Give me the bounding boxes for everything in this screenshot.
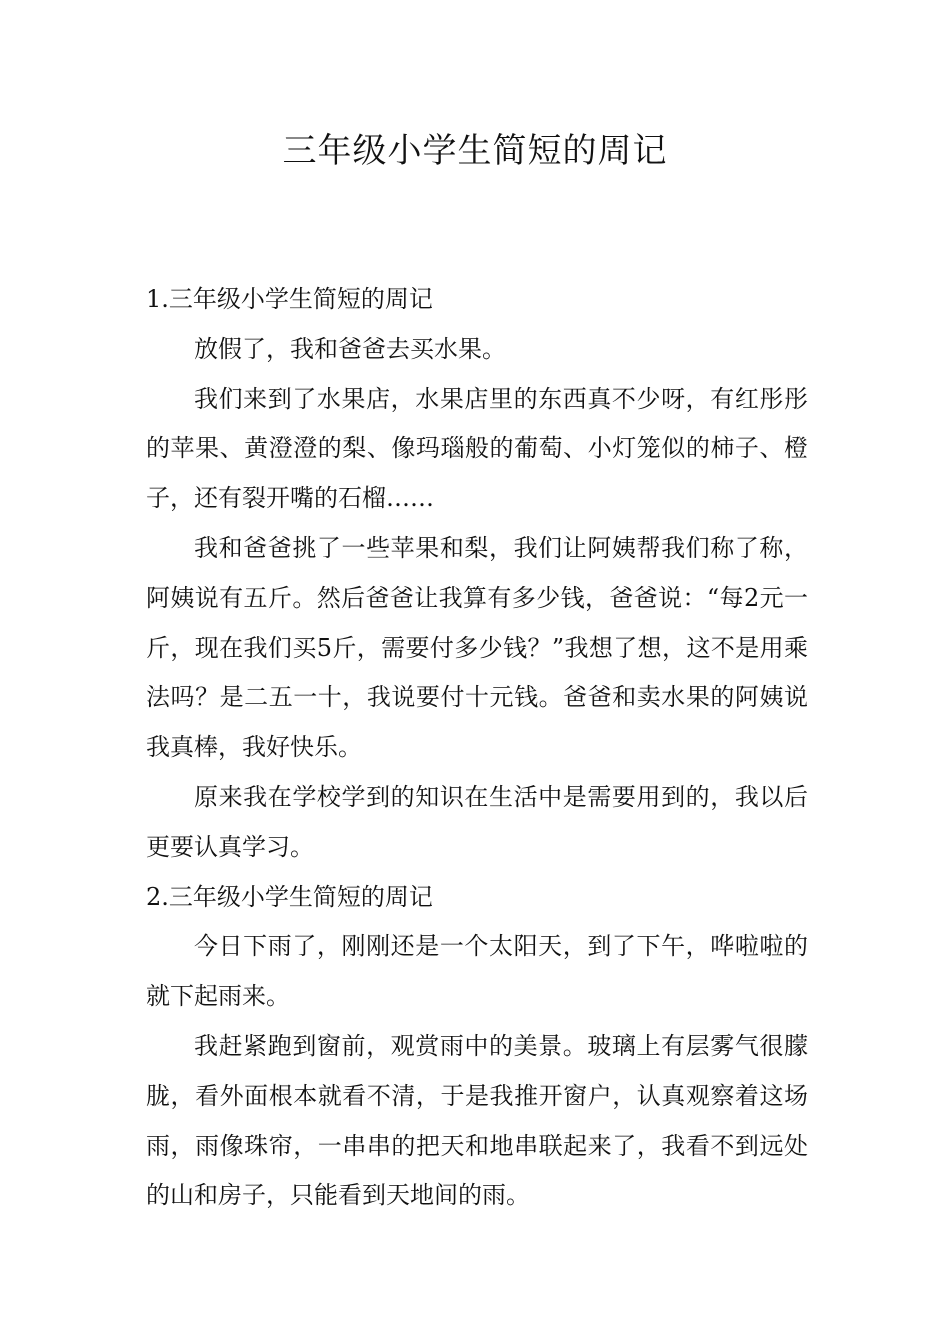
paragraph: 我们来到了水果店，水果店里的东西真不少呀，有红彤彤的苹果、黄澄澄的梨、像玛瑙般的葡萄、小灯笼似的柿子、橙子，还有裂开嘴的石榴……: [146, 384, 808, 513]
section-heading: 1.三年级小学生简短的周记: [146, 285, 433, 313]
section-heading: 2.三年级小学生简短的周记: [146, 882, 433, 911]
paragraph: 我和爸爸挑了一些苹果和梨，我们让阿姨帮我们称了称，阿姨说有五斤。然后爸爸让我算有多少钱，爸爸说：“每2元一斤，现在我们买5斤，需要付多少钱？”我想了想，这不是用乘法吗？是二五一十，我说要付十元钱。爸爸和卖水果的阿姨说我真棒，我好快乐。: [146, 533, 808, 762]
document-title: 三年级小学生简短的周记: [282, 131, 668, 171]
paragraph: 原来我在学校学到的知识在生活中是需要用到的，我以后更要认真学习。: [146, 782, 808, 861]
paragraph: 放假了，我和爸爸去买水果。: [194, 334, 506, 363]
section-1: [146, 275, 808, 873]
paragraph: 我赶紧跑到窗前，观赏雨中的美景。玻璃上有层雾气很朦胧，看外面根本就看不清，于是我推开窗户，认真观察着这场雨，雨像珠帘，一串串的把天和地串联起来了，我看不到远处的山和房子，只能看到天地间的雨。: [146, 1031, 808, 1210]
paragraph: 今日下雨了，刚刚还是一个太阳天，到了下午，哗啦啦的就下起雨来。: [146, 932, 808, 1011]
document-body: [146, 275, 808, 1221]
section-2: [146, 873, 808, 1222]
